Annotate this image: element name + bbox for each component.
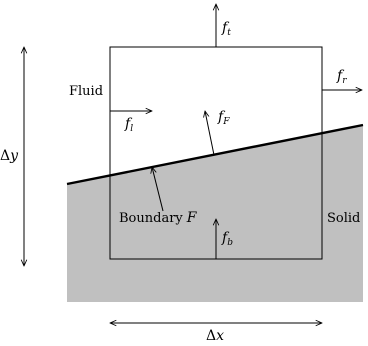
label-dx [206,328,224,344]
label-f-top-base: f [222,20,228,36]
solid-label: Solid [327,211,361,226]
label-f-interface [217,109,230,127]
label-dy [0,148,19,164]
fluid-label: Fluid [69,84,104,99]
label-f-bottom-sub: b [227,238,233,248]
label-dx-symbol: Δ [206,328,217,344]
label-f-top [221,20,231,38]
boundary-label [119,210,198,226]
label-f-top-sub: t [227,28,231,38]
label-dy-symbol: Δ [0,148,11,164]
label-f-left-sub: l [130,124,134,134]
boundary-text: Boundary [119,211,183,226]
arrow-f-interface [205,111,214,155]
label-f-left [124,116,133,134]
solid-region [67,125,363,302]
label-f-bottom-base: f [222,230,228,246]
label-f-interface-base: f [218,109,224,125]
label-f-left-base: f [125,116,131,132]
boundary-symbol: F [186,210,197,226]
label-f-right [336,68,347,86]
label-f-right-sub: r [342,76,347,86]
label-dy-var: y [10,148,19,164]
label-f-right-base: f [337,68,343,84]
label-f-interface-sub: F [223,117,230,127]
label-dx-var: x [216,328,225,344]
